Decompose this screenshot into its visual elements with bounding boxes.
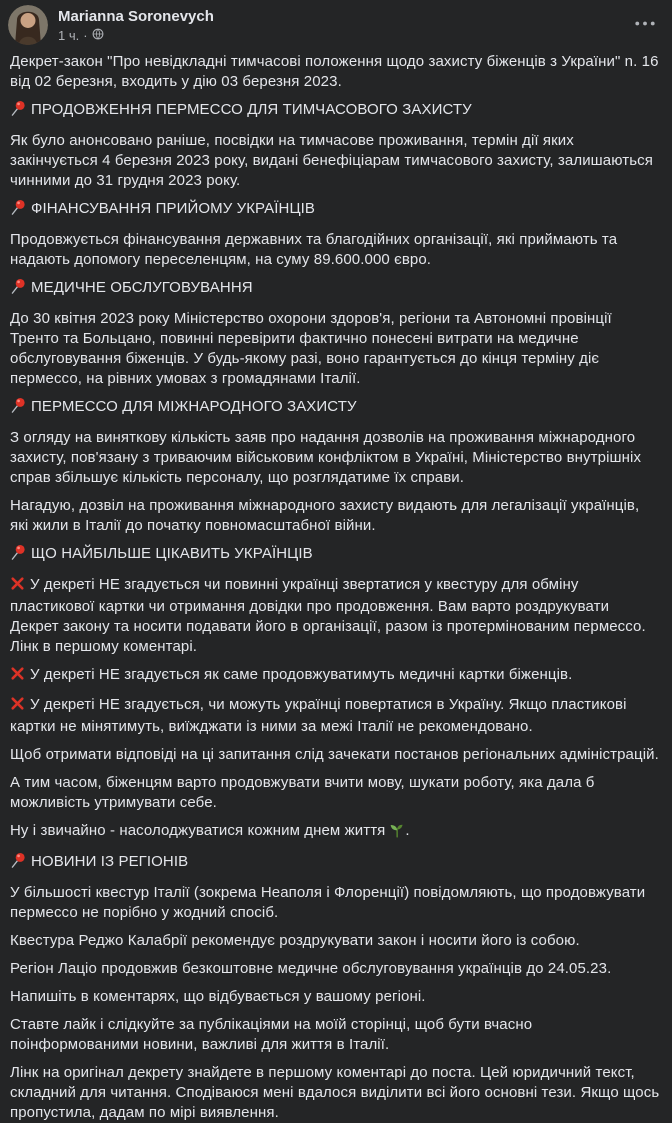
paragraph-text: У більшості квестур Італії (зокрема Неаполя і Флоренції) повідомляють, що продовжувати пермессо не порібно у жодний спосіб. (10, 884, 646, 921)
paragraph-text: ФІНАНСУВАННЯ ПРИЙОМУ УКРАЇНЦІВ (31, 200, 316, 217)
paragraph-text: ПЕРМЕССО ДЛЯ МІЖНАРОДНОГО ЗАХИСТУ (31, 398, 357, 415)
post-section-heading (10, 278, 661, 300)
post-section-heading (10, 397, 661, 419)
post-section-heading (10, 199, 661, 221)
post-paragraph (10, 1015, 661, 1055)
paragraph-text: У декреті НЕ згадується чи повинні українці звертатися у квестуру для обміну пластикової картки чи отримання довідки про продовження. Вам варто роздрукувати Декрет закону та носити подавати його в організації, разом із протермінованим пермессо. Лінк в першому коментарі. (10, 576, 646, 655)
post-text (0, 47, 672, 1123)
post-paragraph (10, 428, 661, 488)
pushpin-icon (10, 100, 26, 122)
post-paragraph (10, 987, 661, 1007)
post-section-heading (10, 544, 661, 566)
cross-icon (10, 576, 25, 597)
paragraph-text: Як було анонсовано раніше, посвідки на тимчасове проживання, термін дії яких закінчується 4 березня 2023 року, видані бенефіціарам тимчасового захисту, залишаються чинними до 31 грудня 2023 року. (10, 132, 653, 189)
avatar[interactable] (8, 5, 48, 45)
post-paragraph (10, 496, 661, 536)
post-section-heading (10, 852, 661, 874)
paragraph-text: Нагадую, дозвіл на проживання міжнародного захисту видають для легалізації українців, які жили в Італії до початку повномасштабної війни. (10, 497, 640, 534)
paragraph-text: Регіон Лаціо продовжив безкоштовне медичне обслуговування українців до 24.05.23. (10, 960, 612, 977)
paragraph-text: Декрет-закон "Про невідкладні тимчасові положення щодо захисту біженців з України" n. 16 від 02 березня, входить у дію 03 березня 2023. (10, 53, 659, 90)
paragraph-text: НОВИНИ ІЗ РЕГІОНІВ (31, 853, 189, 870)
post-paragraph (10, 309, 661, 389)
paragraph-text: Напишіть в коментарях, що відбувається у вашому регіоні. (10, 988, 426, 1005)
globe-public-icon (92, 27, 104, 44)
cross-icon (10, 666, 25, 687)
cross-icon (10, 696, 25, 717)
paragraph-text: До 30 квітня 2023 року Міністерство охорони здоров'я, регіони та Автономні провінції Тренто та Больцано, повинні перевірити фактично понесені витрати на медичне обслуговування біженців. У будь-якому разі, воно гарантується до кінця терміну діє пермессо, на рівних умовах з громадянами Італії. (10, 310, 612, 387)
paragraph-text: Продовжується фінансування державних та благодійних організації, які приймають та надають допомогу переселенцям, на суму 89.600.000 євро. (10, 231, 618, 268)
paragraph-text: Ставте лайк і слідкуйте за публікаціями на моїй сторінці, щоб бути вчасно поінформованими новини, важливі для життя в Італії. (10, 1016, 533, 1053)
post-paragraph (10, 230, 661, 270)
post-section-heading (10, 100, 661, 122)
paragraph-text: У декреті НЕ згадується, чи можуть українці повертатися в Україну. Якщо пластикові картки не мінятимуть, виїжджати із ними за межі Італії не рекомендовано. (10, 696, 627, 735)
post-paragraph (10, 131, 661, 191)
post-paragraph (10, 883, 661, 923)
paragraph-text: У декреті НЕ згадується як саме продовжуватимуть медичні картки біженців. (30, 666, 573, 683)
paragraph-text: ЩО НАЙБІЛЬШЕ ЦІКАВИТЬ УКРАЇНЦІВ (31, 545, 313, 562)
three-dots-menu-icon (635, 13, 655, 31)
post-paragraph (10, 931, 661, 951)
paragraph-text: Лінк на оригінал декрету знайдете в першому коментарі до поста. Цей юридичний текст, складний для читання. Сподіваюся мені вдалося виділити всі його основні тези. Якщо щось пропустила, дадам по мірі виявлення. (10, 1064, 660, 1121)
pushpin-icon (10, 278, 26, 300)
post-paragraph (10, 959, 661, 979)
post-paragraph (10, 821, 661, 844)
post-paragraph (10, 665, 661, 687)
post-paragraph (10, 745, 661, 765)
paragraph-text: З огляду на виняткову кількість заяв про надання дозволів на проживання міжнародного захисту, пов'язану з триваючим військовим конфліктом в Україні, Міністерство внутрішніх справ збільшує кількість персоналу, що розглядатиме їх справи. (10, 429, 642, 486)
pushpin-icon (10, 199, 26, 221)
header-meta (58, 5, 628, 44)
pushpin-icon (10, 544, 26, 566)
paragraph-text: Ну і звичайно - насолоджуватися кожним днем життя (10, 822, 386, 839)
pushpin-icon (10, 852, 26, 874)
post-paragraph (10, 575, 661, 657)
post-meta (58, 27, 628, 44)
paragraph-text: ПРОДОВЖЕННЯ ПЕРМЕССО ДЛЯ ТИМЧАСОВОГО ЗАХИСТУ (31, 101, 472, 118)
meta-separator: · (83, 28, 88, 43)
paragraph-text: А тим часом, біженцям варто продовжувати вчити мову, шукати роботу, яка дала б можливість утримувати себе. (10, 774, 595, 811)
author-name[interactable]: Marianna Soronevych (58, 8, 214, 25)
paragraph-text: . (405, 822, 410, 839)
post-paragraph (10, 695, 661, 737)
pushpin-icon (10, 397, 26, 419)
seedling-icon (389, 822, 405, 844)
more-options-button[interactable] (628, 5, 662, 39)
timestamp[interactable]: 1 ч. (58, 28, 80, 43)
post-paragraph (10, 52, 661, 92)
post-paragraph (10, 1063, 661, 1123)
post-paragraph (10, 773, 661, 813)
paragraph-text: Щоб отримати відповіді на ці запитання слід зачекати постанов регіональних адміністрацій. (10, 746, 659, 763)
paragraph-text: Квестура Реджо Калабрії рекомендує роздрукувати закон і носити його із собою. (10, 932, 580, 949)
post-header (0, 0, 672, 47)
paragraph-text: МЕДИЧНЕ ОБСЛУГОВУВАННЯ (31, 279, 253, 296)
